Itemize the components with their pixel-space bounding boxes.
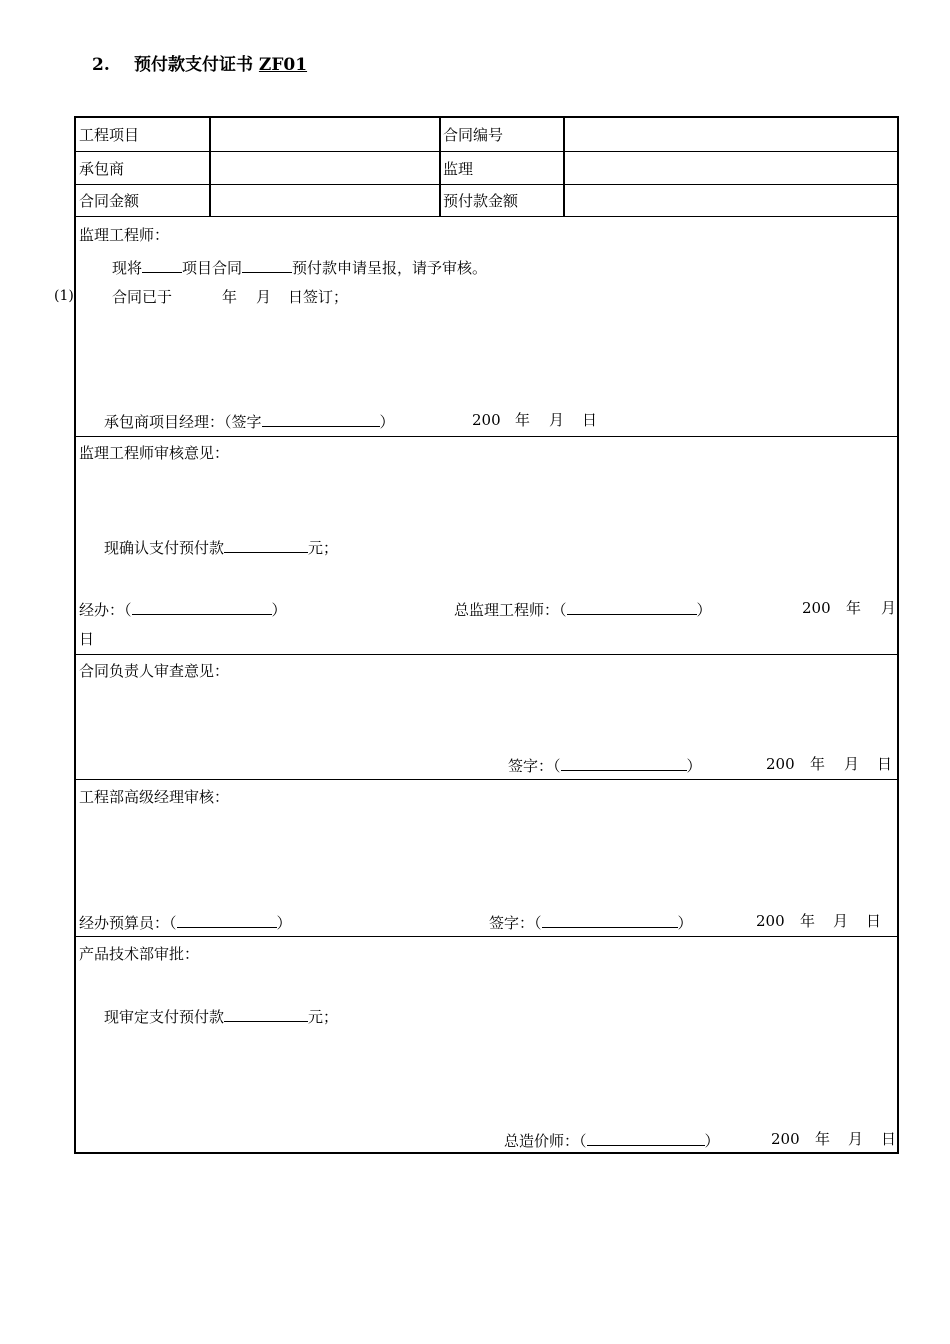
chief-sign — [454, 598, 712, 620]
label-prepayment-amount: 预付款金额 — [443, 192, 519, 210]
budget-label: 经办预算员：（ — [79, 914, 177, 932]
col-divider — [563, 118, 565, 216]
section1-line2-year: 年 — [222, 288, 238, 306]
confirm-line — [104, 536, 338, 558]
sign-label: 签字：（ — [508, 757, 561, 775]
row-divider — [76, 151, 897, 152]
section3-title: 合同负责人审查意见： — [79, 662, 230, 680]
section5-title: 产品技术部审批： — [79, 945, 200, 963]
heading-title: 预付款支付证书 — [134, 55, 253, 75]
date-m: 月 — [833, 912, 849, 930]
handler-blank[interactable] — [132, 598, 272, 615]
confirm-text-a: 现确认支付预付款 — [104, 539, 225, 557]
chief-blank[interactable] — [567, 598, 697, 615]
handler-close: ） — [271, 601, 287, 619]
date-y: 年 — [800, 912, 816, 930]
date-d: 日 — [582, 411, 598, 429]
heading-code: ZF01 — [258, 55, 308, 75]
col-divider — [439, 118, 441, 216]
margin-mark: (1) — [54, 288, 74, 304]
date-m: 月 — [848, 1130, 864, 1148]
senior-manager-sign — [489, 911, 693, 933]
section-divider — [76, 936, 897, 937]
section2-title: 监理工程师审核意见： — [79, 444, 230, 462]
date-year: 200 — [756, 912, 785, 930]
date-m: 月 — [549, 411, 565, 429]
sign-close: ） — [677, 914, 693, 932]
date-year: 200 — [771, 1130, 800, 1148]
approve-text-a: 现审定支付预付款 — [104, 1008, 225, 1026]
section4-title: 工程部高级经理审核： — [79, 788, 230, 806]
cost-blank[interactable] — [587, 1129, 705, 1146]
date-d: 日 — [866, 912, 882, 930]
payment-certificate-form — [74, 116, 899, 1154]
date-y: 年 — [846, 599, 862, 617]
chief-close: ） — [696, 601, 712, 619]
chief-label: 总监理工程师：（ — [454, 601, 567, 619]
handler-sign — [79, 598, 287, 620]
supervisor-field[interactable] — [566, 153, 896, 183]
label-contract-amount: 合同金额 — [79, 192, 140, 210]
cost-label: 总造价师：（ — [504, 1132, 587, 1150]
line1-text-a: 现将 — [112, 259, 143, 277]
date-d: 日 — [79, 630, 95, 648]
approve-text-b: 元； — [308, 1008, 339, 1026]
approve-amount-blank[interactable] — [224, 1005, 308, 1022]
label-supervisor: 监理 — [443, 160, 474, 178]
signature-blank[interactable] — [561, 754, 687, 771]
section1-addressee: 监理工程师： — [79, 226, 170, 244]
project-field[interactable] — [212, 120, 437, 150]
contractor-field[interactable] — [212, 153, 437, 183]
confirm-amount-blank[interactable] — [224, 536, 308, 553]
section1-line2-day: 日签订； — [288, 288, 349, 306]
section1-line2-month: 月 — [256, 288, 272, 306]
date-m: 月 — [844, 755, 860, 773]
sign-close: ） — [379, 413, 395, 431]
section-divider — [76, 779, 897, 780]
budget-blank[interactable] — [177, 911, 277, 928]
sign-label: 签字：（ — [489, 914, 542, 932]
sign-label: 承包商项目经理：（签字 — [104, 413, 262, 431]
heading-number: 2. — [92, 55, 110, 75]
approve-line — [104, 1005, 338, 1027]
date-d: 日 — [877, 755, 893, 773]
sign-close: ） — [686, 757, 702, 775]
line1-text-b: 项目合同 — [182, 259, 243, 277]
label-project: 工程项目 — [79, 126, 140, 144]
line1-text-c: 预付款申请呈报，请予审核。 — [292, 259, 488, 277]
blank-contract[interactable] — [242, 256, 292, 273]
cost-close: ） — [704, 1132, 720, 1150]
section1-line2-a: 合同已于 — [112, 288, 173, 306]
signature-blank[interactable] — [262, 410, 380, 427]
section-divider — [76, 654, 897, 655]
section1-line1 — [112, 256, 487, 278]
contract-no-field[interactable] — [566, 120, 896, 150]
contract-owner-sign — [508, 754, 702, 776]
confirm-text-b: 元； — [308, 539, 339, 557]
signature-blank[interactable] — [542, 911, 678, 928]
date-y: 年 — [810, 755, 826, 773]
handler-label: 经办：（ — [79, 601, 132, 619]
label-contractor: 承包商 — [79, 160, 125, 178]
date-year: 200 — [766, 755, 795, 773]
date-year: 200 — [802, 599, 831, 617]
row-divider — [76, 184, 897, 185]
document-heading — [92, 50, 307, 75]
col-divider — [209, 118, 211, 216]
date-y: 年 — [515, 411, 531, 429]
date-y: 年 — [815, 1130, 831, 1148]
contract-amount-field[interactable] — [212, 186, 437, 215]
date-m: 月 — [881, 599, 897, 617]
date-year: 200 — [472, 411, 501, 429]
label-contract-no: 合同编号 — [443, 126, 504, 144]
prepayment-amount-field[interactable] — [566, 186, 896, 215]
date-d: 日 — [881, 1130, 897, 1148]
contractor-manager-sign — [104, 410, 395, 432]
blank-project[interactable] — [142, 256, 182, 273]
budget-sign — [79, 911, 292, 933]
section-divider — [76, 436, 897, 437]
cost-engineer-sign — [504, 1129, 720, 1151]
row-divider — [76, 216, 897, 217]
budget-close: ） — [276, 914, 292, 932]
